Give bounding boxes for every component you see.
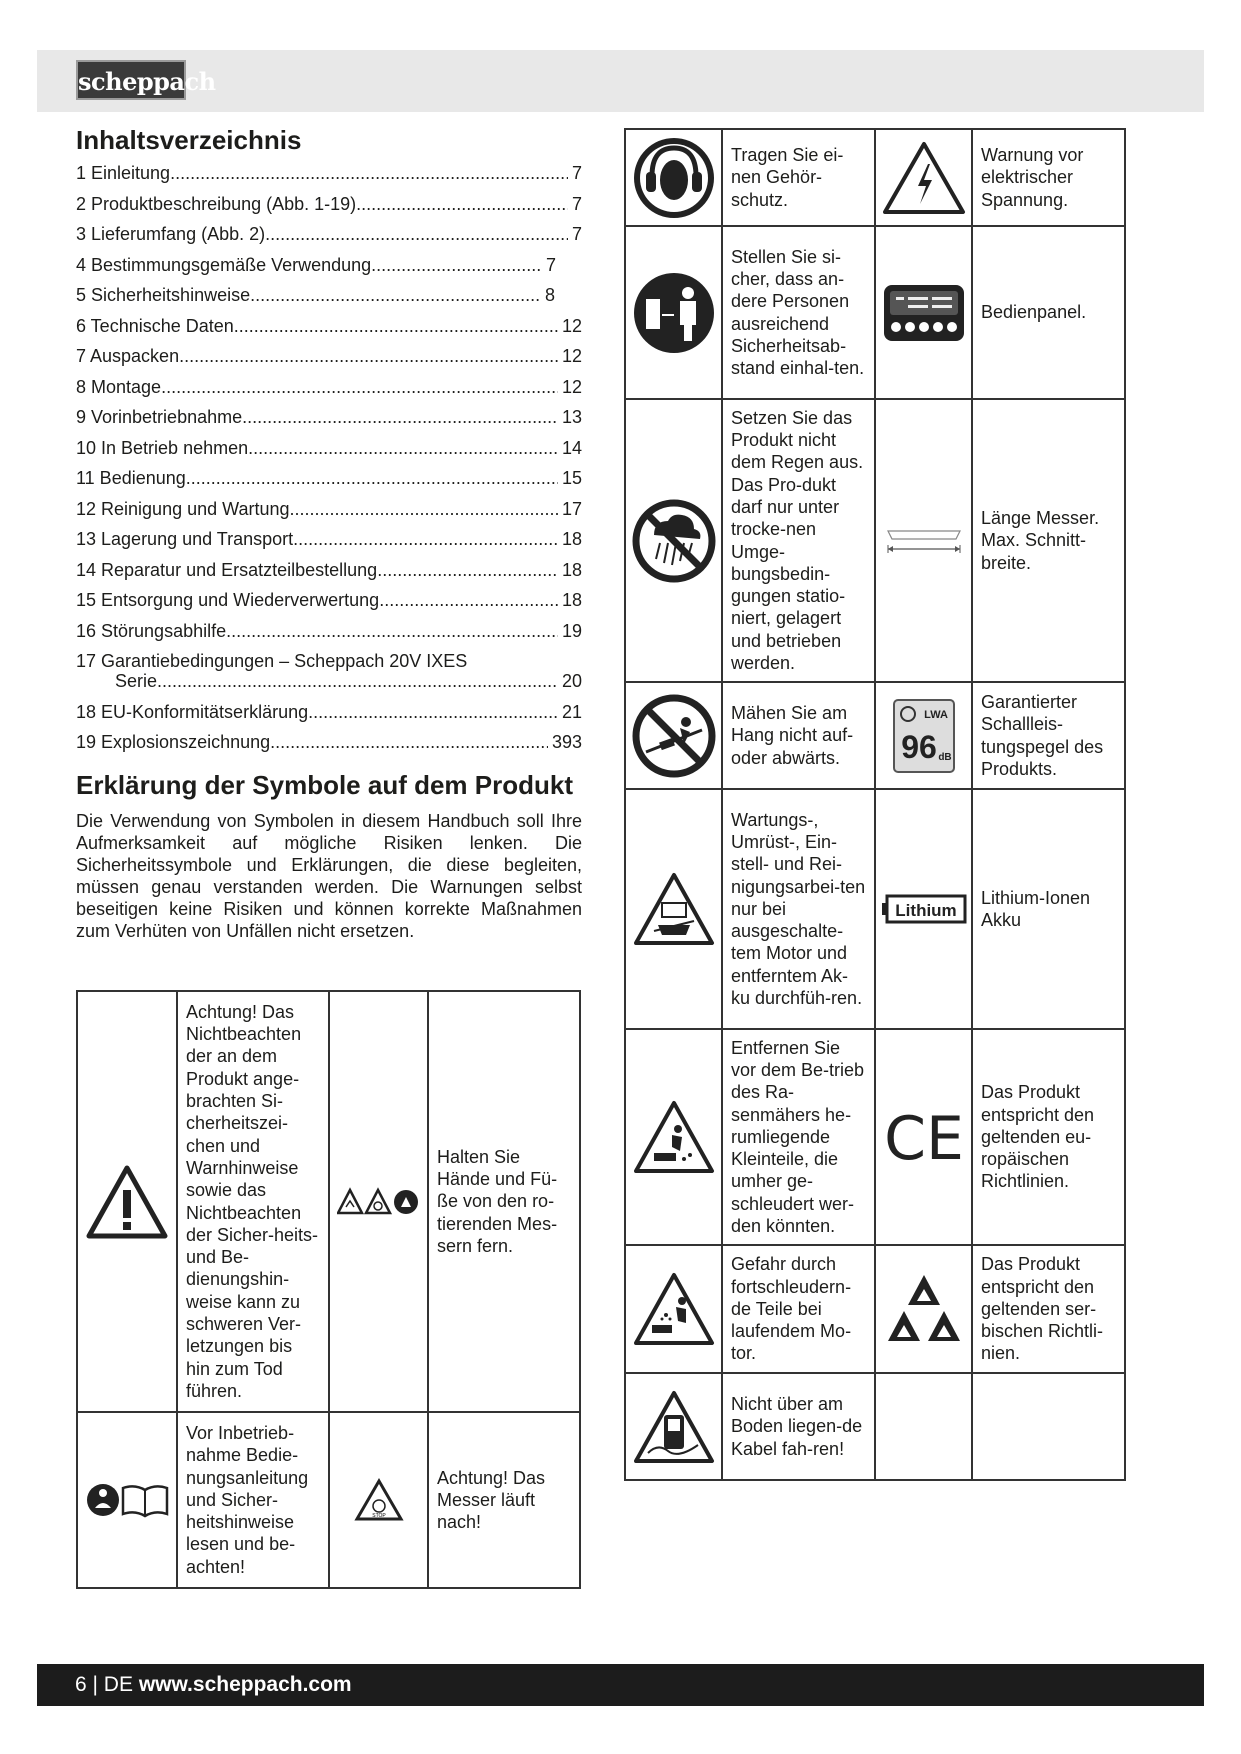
symbol-description: Stellen Sie si-cher, dass an-dere Personen ausreichend Sicherheitsab-stand einhal-ten. <box>722 226 875 399</box>
lithium-label: Lithium <box>894 901 957 920</box>
symbol-cell <box>625 226 722 399</box>
symbol-description: Das Produkt entspricht den geltenden ser-bischen Richtli-nien. <box>972 1245 1125 1373</box>
keep-distance-icon <box>632 271 716 355</box>
toc-entry[interactable]: 6 Technische Daten ..... 12 <box>76 316 582 336</box>
symbol-cell <box>625 399 722 682</box>
symbol-cell <box>875 399 972 682</box>
lwa-label: LWA <box>923 708 948 721</box>
symbol-cell <box>625 1245 722 1373</box>
symbol-cell <box>875 682 972 789</box>
toc-entry[interactable]: 3 Lieferumfang (Abb. 2) ..... 7 <box>76 224 582 244</box>
toc-entry[interactable]: 12 Reinigung und Wartung ..... 17 <box>76 499 582 519</box>
scheppach-logo: scheppach <box>76 60 186 100</box>
symbol-cell <box>875 789 972 1029</box>
symbol-cell <box>625 789 722 1029</box>
symbol-description: Wartungs-, Umrüst-, Ein-stell- und Rei-nigungsarbei-ten nur bei ausgeschalte-tem Motor und entferntem Ak-ku durchfüh-ren. <box>722 789 875 1029</box>
toc-entry[interactable]: 5 Sicherheitshinweise ..... 8 <box>76 285 555 305</box>
symbol-cell <box>625 1373 722 1480</box>
blade-length-icon <box>882 521 966 561</box>
toc-entry[interactable]: 4 Bestimmungsgemäße Verwendung ..... 7 <box>76 255 556 275</box>
symbol-cell <box>875 1373 972 1480</box>
symbol-cell <box>329 1412 428 1588</box>
symbol-description: Lithium-Ionen Akku <box>972 789 1125 1029</box>
symbol-cell <box>77 1412 177 1588</box>
symbol-description: Entfernen Sie vor dem Be-trieb des Ra-senmähers he-rumliegende Kleinteile, die umher ge-schleudert wer-den könnten. <box>722 1029 875 1245</box>
symbol-cell <box>625 682 722 789</box>
toc-entry[interactable]: 19 Explosionszeichnung ..... 393 <box>76 732 582 752</box>
symbol-description: Vor Inbetrieb-nahme Bedie-nungsanleitung und Sicher-heitshinweise lesen und be-achten! <box>177 1412 329 1588</box>
toc-entry[interactable]: 11 Bedienung ..... 15 <box>76 468 582 488</box>
symbols-intro: Die Verwendung von Symbolen in diesem Handbuch soll Ihre Aufmerksamkeit auf mögliche Risiken lenken. Die Sicherheitssymbole und Erklärungen, die diese begleiten, müssen genau verstanden werden. Die Warnungen selbst beseitigen keine Risiken und können korrekte Maßnahmen zum Verhüten von Unfällen nicht ersetzen. <box>76 811 582 941</box>
symbol-cell <box>625 129 722 226</box>
symbol-cell <box>875 129 972 226</box>
symbol-description: Gefahr durch fortschleudern-de Teile bei laufendem Mo-tor. <box>722 1245 875 1373</box>
ce-label: CE <box>883 1107 964 1167</box>
lwa-value: 96 <box>900 728 937 765</box>
page-number-lang: 6 | DE <box>75 1673 133 1696</box>
rotating-blade-warning-icon <box>337 1187 421 1217</box>
symbol-description: Achtung! Das Nichtbeachten der an dem Produkt ange-brachten Si-cherheitszei-chen und Warnhinweise sowie das Nichtbeachten der Sicher-heits- und Be-dienungshin-weise kann zu schweren Ver-letzungen bis hin zum Tod führen. <box>177 991 329 1412</box>
no-slope-mowing-icon <box>632 694 716 778</box>
toc-entry[interactable]: 8 Montage ..... 12 <box>76 377 582 397</box>
lithium-battery-icon <box>881 894 967 924</box>
symbol-cell <box>875 226 972 399</box>
no-rain-icon <box>632 499 716 583</box>
maintenance-warning-icon <box>632 871 716 947</box>
toc-entry[interactable]: 1 Einleitung ..... 7 <box>76 163 582 183</box>
page-footer <box>37 1664 1204 1706</box>
symbol-description: Länge Messer. Max. Schnitt-breite. <box>972 399 1125 682</box>
read-manual-icon <box>85 1480 169 1520</box>
symbol-description: Garantierter Schallleis-tungspegel des Produkts. <box>972 682 1125 789</box>
flying-parts-warning-icon <box>632 1271 716 1347</box>
lwa-unit: dB <box>937 751 952 763</box>
symbol-description: Das Produkt entspricht den geltenden eu-ropäischen Richtlinien. <box>972 1029 1125 1245</box>
toc-entry[interactable]: 7 Auspacken ..... 12 <box>76 346 582 366</box>
left-column <box>76 125 582 942</box>
symbol-cell <box>875 1245 972 1373</box>
no-cable-run-over-icon <box>632 1389 716 1465</box>
symbol-description: Warnung vor elektrischer Spannung. <box>972 129 1125 226</box>
symbol-description: Halten Sie Hände und Fü-ße von den ro-tierenden Mes-sern fern. <box>428 991 580 1412</box>
toc-title: Inhaltsverzeichnis <box>76 125 302 155</box>
warning-exclamation-icon <box>85 1164 169 1240</box>
website-link[interactable]: www.scheppach.com <box>138 1673 352 1696</box>
electric-voltage-warning-icon <box>881 140 967 216</box>
symbol-description: Mähen Sie am Hang nicht auf- oder abwärts. <box>722 682 875 789</box>
symbol-description: Achtung! Das Messer läuft nach! <box>428 1412 580 1588</box>
symbol-cell <box>329 991 428 1412</box>
toc-entry[interactable]: 15 Entsorgung und Wiederverwertung ..... 18 <box>76 590 582 610</box>
toc-entry[interactable]: 10 In Betrieb nehmen ..... 14 <box>76 438 582 458</box>
ear-protection-icon <box>632 136 716 220</box>
symbol-description: Tragen Sie ei-nen Gehör-schutz. <box>722 129 875 226</box>
page-header <box>37 50 1204 112</box>
symbols-title: Erklärung der Symbole auf dem Produkt <box>76 770 573 800</box>
toc-entry[interactable]: 13 Lagerung und Transport ..... 18 <box>76 529 582 549</box>
symbol-cell <box>77 991 177 1412</box>
toc-entry[interactable]: 14 Reparatur und Ersatzteilbestellung ..... 18 <box>76 560 582 580</box>
symbol-description: Bedienpanel. <box>972 226 1125 399</box>
toc-entry[interactable]: 18 EU-Konformitätserklärung ..... 21 <box>76 702 582 722</box>
symbol-description <box>972 1373 1125 1480</box>
control-panel-icon <box>882 283 966 343</box>
toc-entry[interactable]: 17 Garantiebedingungen – Scheppach 20V IXES Serie ..... 20 <box>76 651 582 691</box>
remove-debris-warning-icon <box>632 1099 716 1175</box>
symbol-cell <box>875 1029 972 1245</box>
symbol-description: Nicht über am Boden liegen-de Kabel fah-ren! <box>722 1373 875 1480</box>
table-of-contents <box>76 163 582 752</box>
blade-runs-on-icon <box>354 1478 404 1522</box>
sound-power-level-icon <box>892 698 956 774</box>
stop-label: STOP <box>371 1513 386 1519</box>
serbian-conformity-icon <box>882 1271 966 1347</box>
left-symbol-table <box>76 990 581 1589</box>
toc-entry[interactable]: 16 Störungsabhilfe ..... 19 <box>76 621 582 641</box>
toc-entry[interactable]: 2 Produktbeschreibung (Abb. 1-19) ..... 7 <box>76 194 582 214</box>
ce-mark-icon <box>882 1107 966 1167</box>
symbol-description: Setzen Sie das Produkt nicht dem Regen aus. Das Pro-dukt darf nur unter trocke-nen Umge-bungsbedin-gungen statio-niert, gelagert und betrieben werden. <box>722 399 875 682</box>
right-symbol-table <box>624 128 1126 1481</box>
symbol-cell <box>625 1029 722 1245</box>
toc-entry[interactable]: 9 Vorinbetriebnahme ..... 13 <box>76 407 582 427</box>
